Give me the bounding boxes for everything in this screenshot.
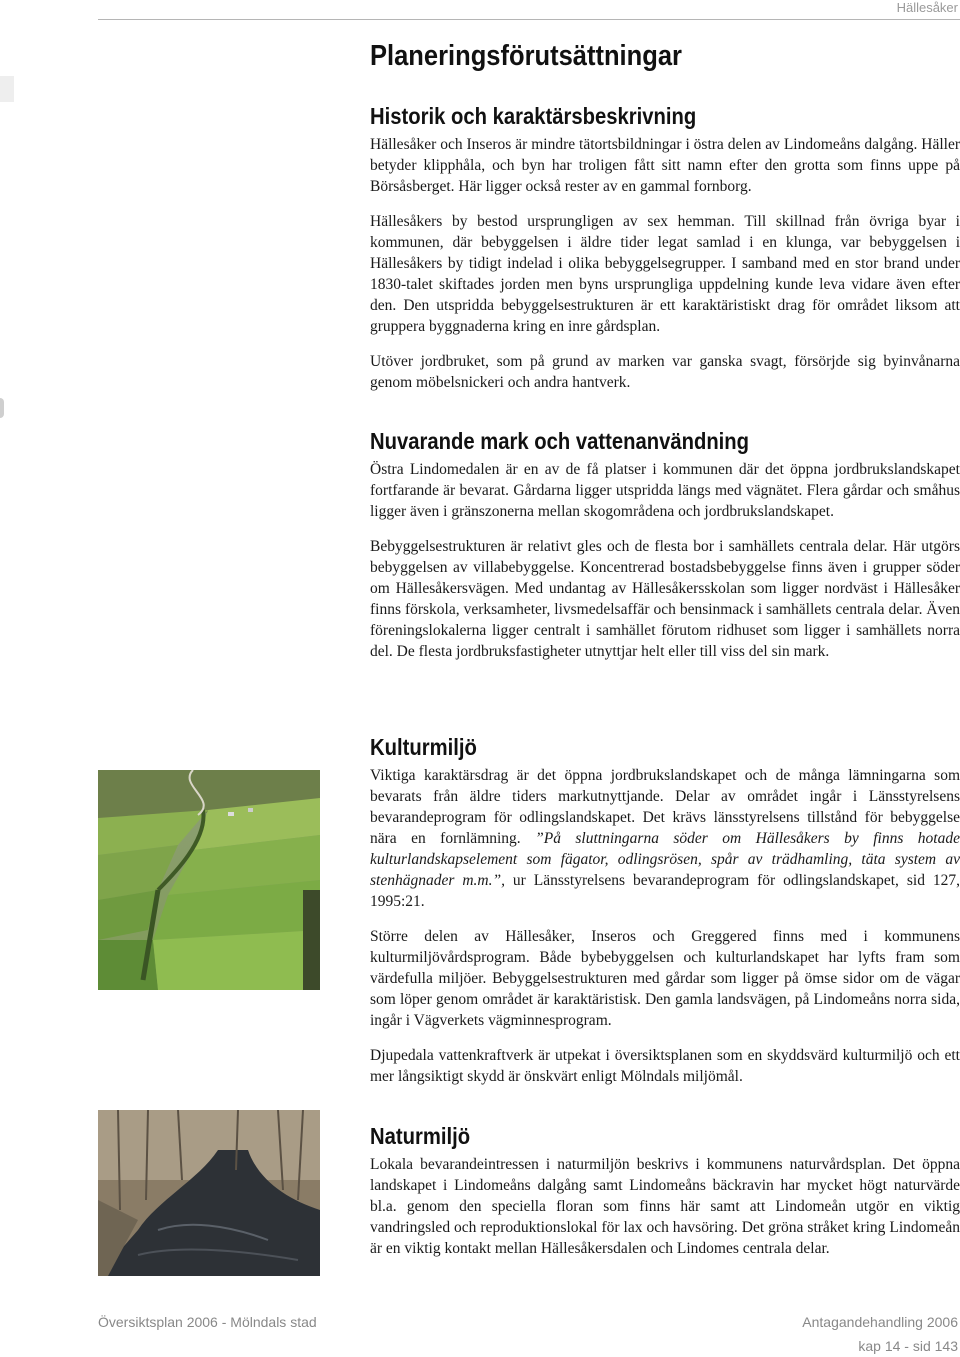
section-kultur [370, 733, 960, 1087]
paragraph: Lokala bevarandeintressen i naturmiljön beskrivs i kommunens naturvårdsplan. Det öppna landskapet i Lindomeåns dalgång samt Lindomeåns bäckravin har mycket högt naturvärde bl.a. genom den speciella floran som finns här samt att Lindomeån utgör en viktig vandringsled och reproduktionslokal för lax och havsöring. Det gröna stråket kring Lindomeån är en viktig kontakt mellan Hällesåkersdalen och Lindomes centrala delar. [370, 1156, 960, 1257]
section-heading: Historik och karaktärsbeskrivning [370, 103, 697, 129]
page-title: Planeringsförutsättningar [370, 40, 682, 72]
page-title-block [370, 40, 960, 72]
margin-tab-small [0, 398, 4, 418]
text-span: ur Länsstyrelsens bevarandeprogram för odlingslandskapet, sid 127, 1995:21. [370, 872, 960, 910]
paragraph [370, 765, 960, 912]
stream-photo [98, 1110, 320, 1276]
quote-span: ”På sluttningarna söder om Hällesåkers by finns hotade kulturlandskapselement som fägator, odlingsrösen, spår av trädhamling, täta system av stenhägnader m.m.”, [370, 830, 960, 889]
section-mark [370, 427, 960, 662]
section-heading: Nuvarande mark och vattenanvändning [370, 428, 750, 454]
aerial-landscape-photo [98, 770, 320, 990]
footer-left: Översiktsplan 2006 - Mölndals stad [98, 1314, 317, 1330]
section-historik [370, 102, 960, 393]
text-span: Viktiga karaktärsdrag är det öppna jordbrukslandskapet och de många lämningarna som bevarats från äldre tiders markutnyttjande. Delar av området ingår i Länsstyrelsens bevarandeprogram för odlingslandskapet. Det krävs länsstyrelsens tillstånd för bebyggelse nära en fornlämning. [370, 767, 960, 847]
page-number: kap 14 - sid 143 [858, 1338, 958, 1354]
header-rule [98, 19, 960, 20]
paragraph: Östra Lindomedalen är en av de få platser i kommunen där det öppna jordbrukslandskapet fortfarande är bevarat. Gårdarna ligger utspridda längs med vägnätet. Flera gårdar och småhus ligger även i gränszonerna mellan skogområdena och jordbrukslandskapet. [370, 461, 960, 520]
running-head: Hällesåker [896, 0, 958, 15]
footer-right: Antagandehandling 2006 [802, 1314, 958, 1330]
paragraph: Djupedala vattenkraftverk är utpekat i översiktsplanen som en skyddsvärd kulturmiljö och ett mer långsiktigt skydd är önskvärt enligt Mölndals miljömål. [370, 1047, 960, 1085]
paragraph: Större delen av Hällesåker, Inseros och Greggered finns med i kommunens kulturmiljövårdsprogram. Både bybebyggelsen och kulturlandskapet har lyfts fram som värdefulla miljöer. Bebyggelsestrukturen med gårdar som ligger på ömse sidor om de vägar som löper genom området är karaktäristisk. Den gamla landsvägen, på Lindomeåns norra sida, ingår i Vägverkets vägminnesprogram. [370, 928, 960, 1029]
paragraph: Hällesåker och Inseros är mindre tätortsbildningar i östra delen av Lindomeåns dalgång. Häller betyder klipphåla, och byn har troligen fått sitt namn efter den grotta som finns uppe på Börsåsberget. Här ligger också rester av en gammal fornborg. [370, 136, 960, 195]
section-heading: Kulturmiljö [370, 734, 477, 760]
paragraph: Hällesåkers by bestod ursprungligen av sex hemman. Till skillnad från övriga byar i kommunen, där bebyggelsen i äldre tider legat samlad i en klunga, var bebyggelsen i Hällesåkers by tidigt indelad i olika bebyggelsegrupper. I samband med en stor brand under 1830-talet skiftades jorden men byns ursprungliga uppdelning kunde leva vidare även efter den. Den utspridda bebyggelsestrukturen är ett karaktäristiskt drag för området liksom att gruppera byggnaderna kring en inre gårdsplan. [370, 213, 960, 335]
section-natur [370, 1122, 960, 1259]
section-heading: Naturmiljö [370, 1123, 471, 1149]
margin-tab [0, 76, 14, 102]
paragraph: Utöver jordbruket, som på grund av marken var ganska svagt, försörjde sig byinvånarna genom möbelsnickeri och andra hantverk. [370, 353, 960, 391]
paragraph: Bebyggelsestrukturen är relativt gles och de flesta bor i samhällets centrala delar. Här utgörs bebyggelsen av villabebyggelse. Koncentrerad bostadsbebyggelse finns även i grupper söder om Hällesåkersvägen. Med undantag av Hällesåkersskolan som ligger nordväst i Hällesåker finns förskola, verksamheter, livsmedelsaffär och bensinmack i samhällets centrala delar. Även föreningslokalerna ligger centralt i samhället förutom ridhuset som ligger i samhällets norra del. De flesta jordbruksfastigheter utnyttjar helt eller till viss del sin mark. [370, 538, 960, 660]
